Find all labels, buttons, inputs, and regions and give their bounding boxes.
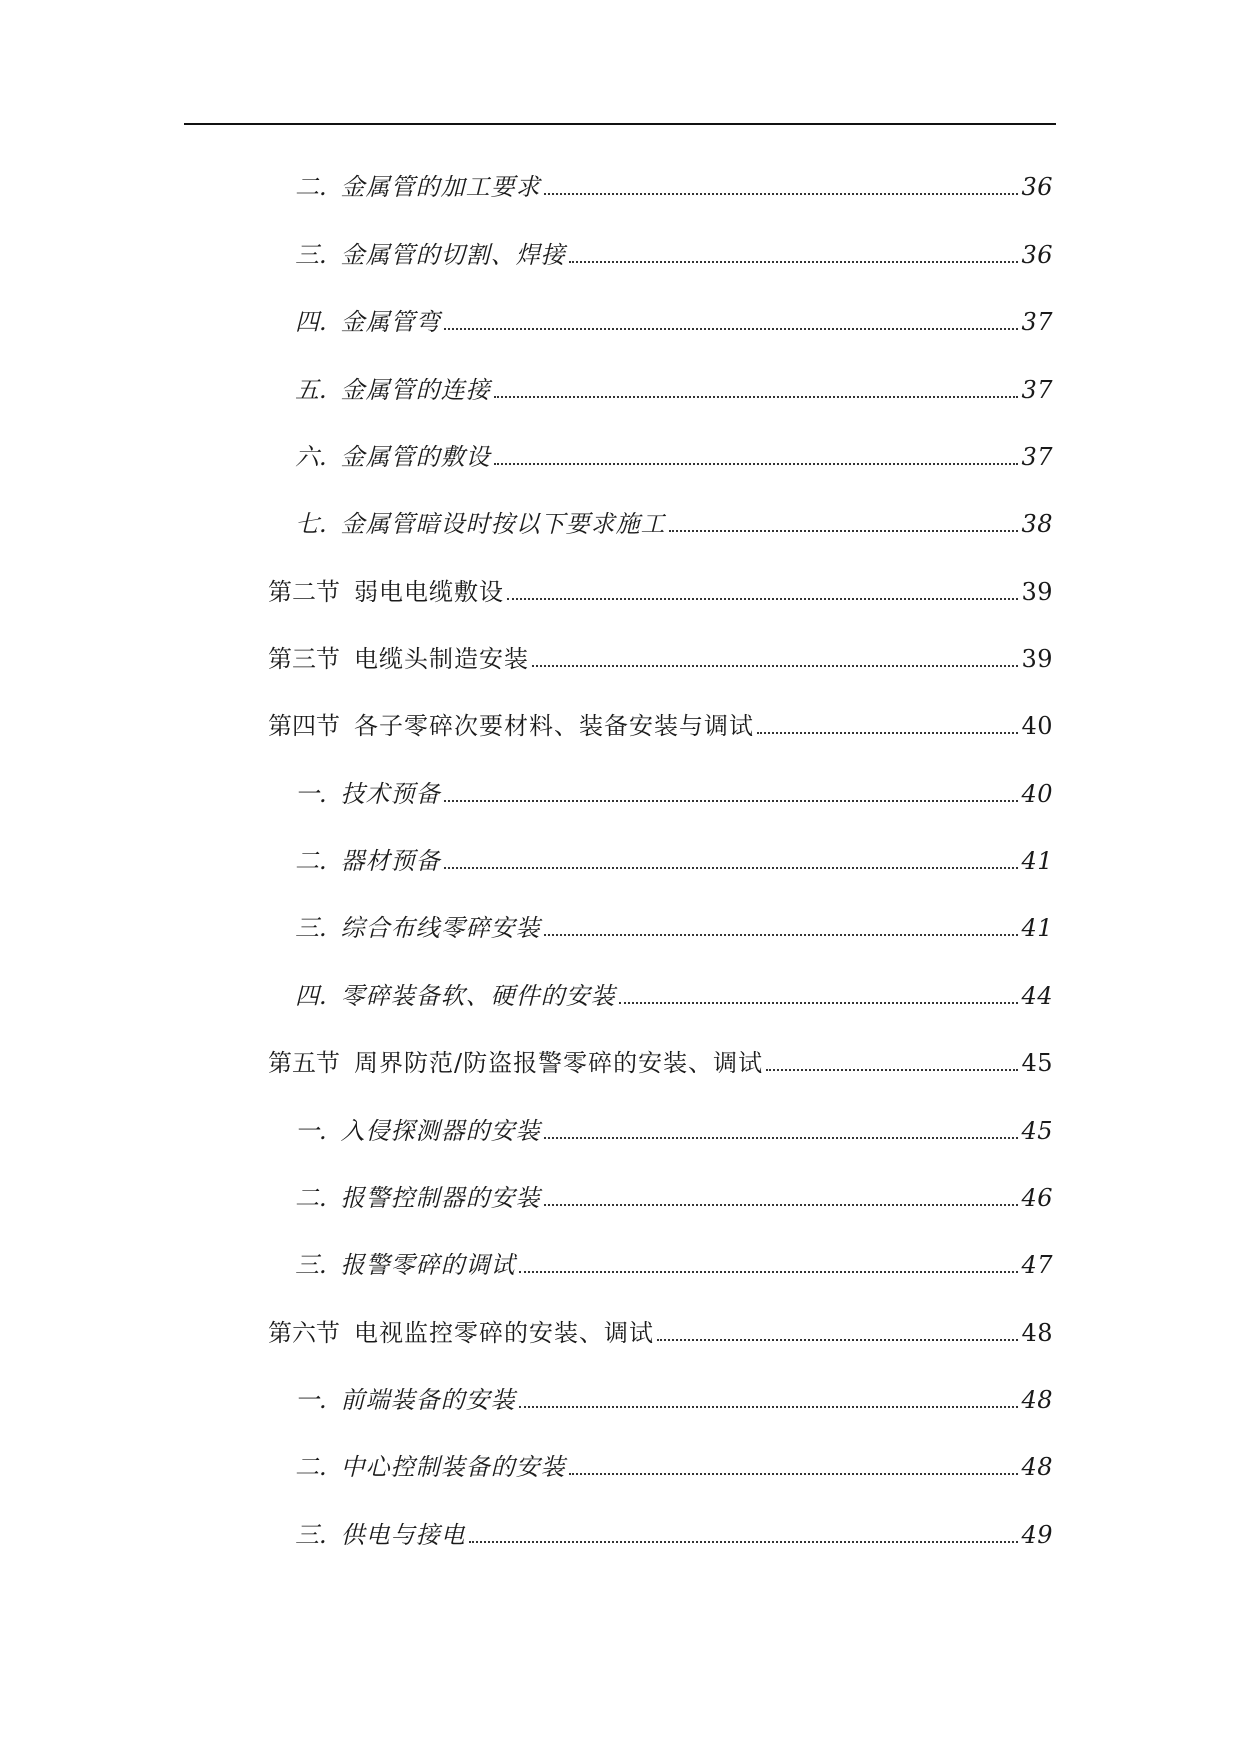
toc-entry-page: 39	[1021, 645, 1053, 673]
toc-entry-page: 37	[1021, 443, 1053, 471]
toc-leader-dots	[444, 328, 1019, 330]
toc-entry[interactable]	[0, 230, 1241, 270]
toc-leader-dots	[494, 396, 1019, 398]
toc-entry-title: 周界防范/防盗报警零碎的安装、调试	[354, 1049, 764, 1077]
toc-entry-page: 49	[1021, 1521, 1053, 1549]
toc-entry-page: 41	[1021, 914, 1053, 942]
toc-entry-page: 47	[1021, 1251, 1053, 1279]
toc-entry[interactable]	[0, 1442, 1241, 1482]
toc-entry-number: 四.	[295, 308, 327, 336]
toc-entry-title: 零碎装备软、硬件的安装	[340, 982, 616, 1010]
toc-entry-number: 二.	[295, 1453, 327, 1481]
toc-entry[interactable]	[0, 1173, 1241, 1213]
toc-entry-page: 36	[1021, 173, 1053, 201]
toc-entry[interactable]	[0, 432, 1241, 472]
toc-leader-dots	[619, 1002, 1019, 1004]
toc-leader-dots	[469, 1541, 1019, 1543]
toc-entry-page: 38	[1021, 510, 1053, 538]
toc-entry-page: 39	[1021, 578, 1053, 606]
toc-entry[interactable]	[0, 701, 1241, 741]
toc-entry-title: 电视监控零碎的安装、调试	[354, 1319, 654, 1347]
toc-entry[interactable]	[0, 836, 1241, 876]
toc-leader-dots	[544, 934, 1019, 936]
toc-entry-title: 电缆头制造安装	[354, 645, 529, 673]
toc-leader-dots	[444, 800, 1019, 802]
toc-entry-title: 入侵探测器的安装	[340, 1117, 541, 1145]
toc-leader-dots	[766, 1069, 1018, 1071]
toc-leader-dots	[544, 1204, 1019, 1206]
toc-entry-page: 37	[1021, 376, 1053, 404]
toc-leader-dots	[519, 1271, 1019, 1273]
toc-entry-title: 金属管暗设时按以下要求施工	[340, 510, 666, 538]
toc-leader-dots	[657, 1339, 1018, 1341]
toc-entry[interactable]	[0, 903, 1241, 943]
toc-leader-dots	[494, 463, 1019, 465]
toc-entry[interactable]	[0, 162, 1241, 202]
toc-entry-number: 第四节	[268, 712, 340, 740]
toc-entry-number: 二.	[295, 847, 327, 875]
toc-entry-number: 四.	[295, 982, 327, 1010]
toc-entry-number: 二.	[295, 173, 327, 201]
toc-entry-number: 二.	[295, 1184, 327, 1212]
toc-leader-dots	[544, 193, 1019, 195]
toc-entry[interactable]	[0, 567, 1241, 607]
toc-leader-dots	[569, 1473, 1019, 1475]
toc-entry[interactable]	[0, 1375, 1241, 1415]
toc-entry-title: 金属管的加工要求	[340, 173, 541, 201]
toc-entry-number: 五.	[295, 376, 327, 404]
toc-entry-title: 金属管弯	[340, 308, 441, 336]
toc-entry-number: 七.	[295, 510, 327, 538]
toc-entry-title: 报警零碎的调试	[340, 1251, 516, 1279]
toc-leader-dots	[519, 1406, 1019, 1408]
toc-entry-number: 三.	[295, 1521, 327, 1549]
toc-entry-title: 金属管的连接	[340, 376, 491, 404]
toc-entry-page: 40	[1021, 712, 1053, 740]
toc-entry-page: 48	[1021, 1386, 1053, 1414]
toc-entry-title: 弱电电缆敷设	[354, 578, 504, 606]
toc-entry-page: 44	[1021, 982, 1053, 1010]
toc-entry-page: 37	[1021, 308, 1053, 336]
toc-entry-title: 供电与接电	[340, 1521, 466, 1549]
toc-entry[interactable]	[0, 1510, 1241, 1550]
toc-entry-page: 45	[1021, 1117, 1053, 1145]
toc-entry-page: 46	[1021, 1184, 1053, 1212]
toc-leader-dots	[669, 530, 1019, 532]
toc-entry-number: 三.	[295, 914, 327, 942]
toc-entry[interactable]	[0, 1240, 1241, 1280]
toc-entry-title: 综合布线零碎安装	[340, 914, 541, 942]
toc-leader-dots	[757, 732, 1018, 734]
toc-entry-title: 金属管的切割、焊接	[340, 241, 566, 269]
toc-entry[interactable]	[0, 1106, 1241, 1146]
toc-entry-number: 第五节	[268, 1049, 340, 1077]
toc-leader-dots	[532, 665, 1018, 667]
toc-entry-number: 第二节	[268, 578, 340, 606]
toc-entry-title: 中心控制装备的安装	[340, 1453, 566, 1481]
toc-leader-dots	[569, 261, 1019, 263]
toc-entry-number: 一.	[295, 780, 327, 808]
toc-entry-title: 各子零碎次要材料、装备安装与调试	[354, 712, 754, 740]
toc-entry[interactable]	[0, 971, 1241, 1011]
toc-entry[interactable]	[0, 297, 1241, 337]
toc-entry-number: 一.	[295, 1386, 327, 1414]
toc-entry-title: 金属管的敷设	[340, 443, 491, 471]
toc-entry-title: 器材预备	[340, 847, 441, 875]
toc-entry-title: 技术预备	[340, 780, 441, 808]
toc-entry[interactable]	[0, 499, 1241, 539]
toc-entry-number: 三.	[295, 241, 327, 269]
toc-entry-page: 40	[1021, 780, 1053, 808]
toc-entry-title: 前端装备的安装	[340, 1386, 516, 1414]
toc-entry[interactable]	[0, 1038, 1241, 1078]
toc-entry[interactable]	[0, 769, 1241, 809]
toc-leader-dots	[544, 1137, 1019, 1139]
toc-entry-page: 36	[1021, 241, 1053, 269]
toc-entry-page: 48	[1021, 1319, 1053, 1347]
toc-entry[interactable]	[0, 1308, 1241, 1348]
toc-entry-page: 41	[1021, 847, 1053, 875]
toc-entry-number: 三.	[295, 1251, 327, 1279]
toc-entry[interactable]	[0, 634, 1241, 674]
toc-entry-page: 45	[1021, 1049, 1053, 1077]
toc-leader-dots	[507, 598, 1018, 600]
toc-entry-number: 第六节	[268, 1319, 340, 1347]
toc-entry-page: 48	[1021, 1453, 1053, 1481]
toc-entry-number: 六.	[295, 443, 327, 471]
toc-leader-dots	[444, 867, 1019, 869]
toc-entry-number: 第三节	[268, 645, 340, 673]
toc-entry-number: 一.	[295, 1117, 327, 1145]
toc-entry[interactable]	[0, 365, 1241, 405]
toc-entry-title: 报警控制器的安装	[340, 1184, 541, 1212]
